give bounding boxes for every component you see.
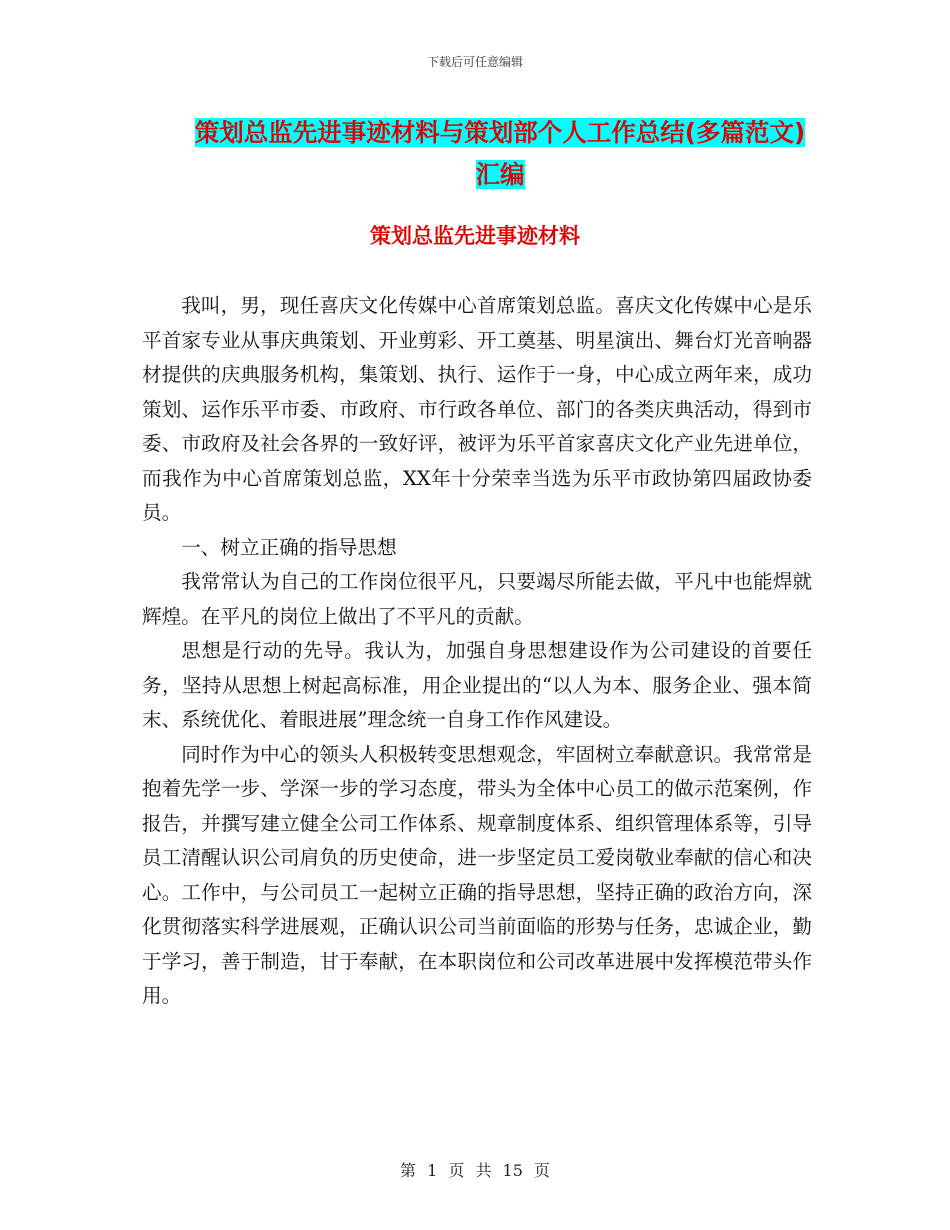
page-footer: 第 1 页 共 15 页 xyxy=(400,1161,550,1180)
paragraph: 我叫，男，现任喜庆文化传媒中心首席策划总监。喜庆文化传媒中心是乐平首家专业从事庆典策划、开业剪彩、开工奠基、明星演出、舞台灯光音响器材提供的庆典服务机构，集策划、执行、运作于一身，中心成立两年来，成功策划、运作乐平市委、市政府、市行政各单位、部门的各类庆典活动，得到市委、市政府及社会各界的一致好评，被评为乐平首家喜庆文化产业先进单位，而我作为中心首席策划总监，XX年十分荣幸当选为乐平市政协第四届政协委员。 xyxy=(142,294,812,524)
section-title: 策划总监先进事迹材料 xyxy=(370,224,580,248)
document-title xyxy=(185,112,815,196)
paragraph: 我常常认为自己的工作岗位很平凡，只要竭尽所能去做，平凡中也能焊就辉煌。在平凡的岗位上做出了不平凡的贡献。 xyxy=(142,570,812,628)
subheading: 一、树立正确的指导思想 xyxy=(181,535,397,559)
paragraph: 思想是行动的先导。我认为，加强自身思想建设作为公司建设的首要任务，坚持从思想上树起高标准，用企业提出的“以人为本、服务企业、强本简末、系统优化、着眼进展”理念统一自身工作作风建设。 xyxy=(142,639,812,731)
header-note: 下载后可任意编辑 xyxy=(426,55,523,69)
paragraph: 同时作为中心的领头人积极转变思想观念，牢固树立奉献意识。我常常是抱着先学一步、学深一步的学习态度，带头为全体中心员工的做示范案例，作报告，并撰写建立健全公司工作体系、规章制度体系、组织管理体系等，引导员工清醒认识公司肩负的历史使命，进一步坚定员工爱岗敬业奉献的信心和决心。工作中，与公司员工一起树立正确的指导思想，坚持正确的政治方向，深化贯彻落实科学进展观，正确认识公司当前面临的形势与任务，忠诚企业，勤于学习，善于制造，甘于奉献，在本职岗位和公司改革进展中发挥模范带头作用。 xyxy=(142,742,812,1007)
body-text xyxy=(142,289,812,1014)
document-title-text: 策划总监先进事迹材料与策划部个人工作总结(多篇范文)汇编 xyxy=(194,118,806,189)
